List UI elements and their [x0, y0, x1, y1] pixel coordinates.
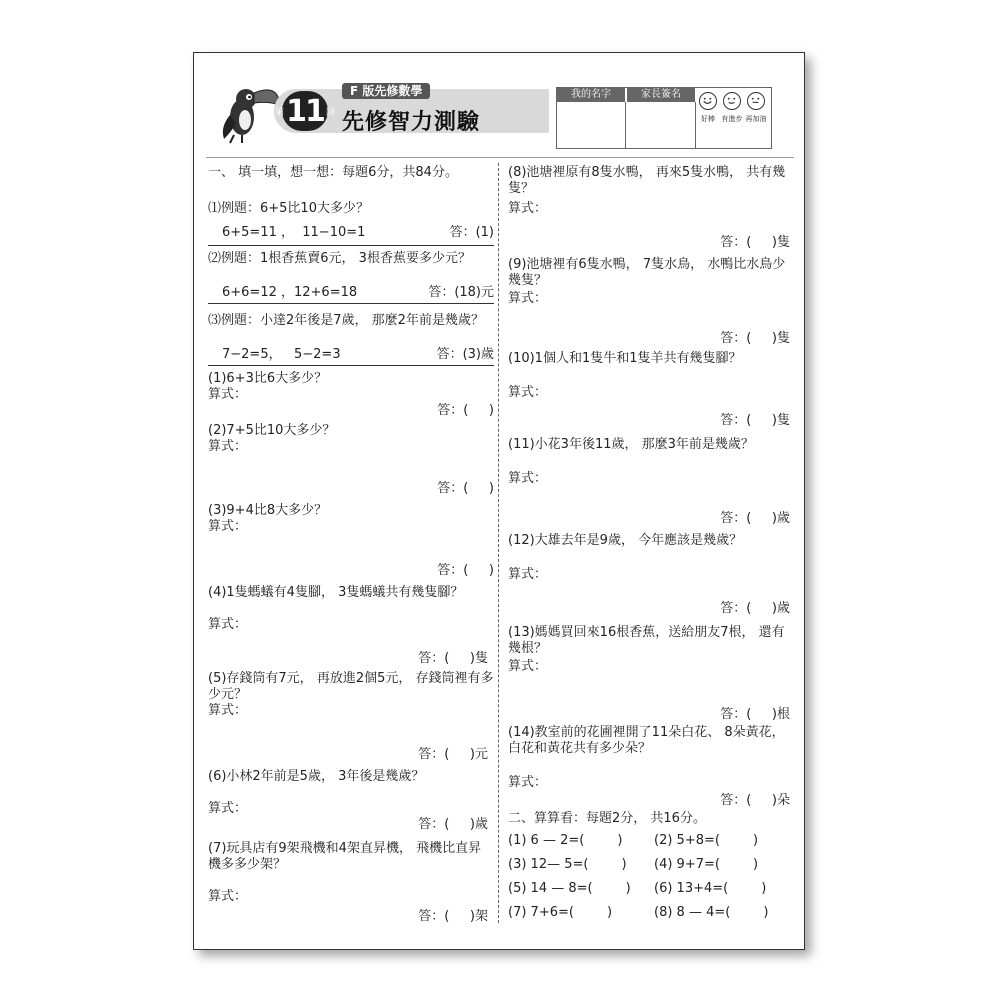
page-title: 先修智力測驗	[342, 110, 481, 135]
example-1-work: 6+5=11 ， 11−10=1	[222, 225, 366, 240]
question-3: (3)9+4比8大多少？	[208, 503, 328, 518]
calc-label: 算式：	[208, 519, 248, 534]
rating-improved-label: 有進步	[721, 115, 743, 123]
lesson-suffix: 回	[325, 107, 335, 118]
rating-try-label: 再加油	[745, 115, 767, 123]
smiley-neutral-icon[interactable]	[747, 92, 765, 110]
question-8: (8)池塘裡原有8隻水鴨， 再來5隻水鴨， 共有幾隻？	[508, 165, 786, 196]
calc-item-8[interactable]: (8) 8 — 4=( )	[654, 905, 769, 920]
answer-2[interactable]: 答：( )	[437, 481, 494, 496]
question-13: (13)媽媽買回來16根香蕉，送給朋友7根， 還有幾根？	[508, 625, 785, 656]
answer-5[interactable]: 答：( )元	[418, 747, 488, 762]
my-name-field[interactable]	[557, 102, 626, 148]
question-12: (12)大雄去年是9歲， 今年應該是幾歲？	[508, 533, 743, 548]
calc-label: 算式：	[208, 439, 248, 454]
calc-item-6[interactable]: (6) 13+4=( )	[654, 881, 767, 896]
calc-item-4[interactable]: (4) 9+7=( )	[654, 857, 759, 872]
calc-label: 算式：	[508, 201, 548, 216]
answer-8[interactable]: 答：( )隻	[720, 235, 790, 250]
question-10: (10)1個人和1隻牛和1隻羊共有幾隻腳？	[508, 351, 742, 366]
calc-item-2[interactable]: (2) 5+8=( )	[654, 833, 759, 848]
question-14: (14)教室前的花圃裡開了11朵白花、 8朵黃花， 白花和黃花共有多少朵？	[508, 725, 785, 756]
answer-14[interactable]: 答：( )朵	[720, 793, 790, 808]
question-1: (1)6+3比6大多少？	[208, 371, 328, 386]
calc-label: 算式：	[208, 889, 248, 904]
smiley-ok-icon[interactable]	[723, 92, 741, 110]
example-2-work: 6+6=12 ，12+6=18	[222, 285, 358, 300]
section2-intro: 二、算算看：每題2分， 共16分。	[508, 811, 706, 826]
example-2-answer: 答：(18)元	[428, 285, 494, 300]
question-11: (11)小花3年後11歲， 那麼3年前是幾歲？	[508, 437, 754, 452]
answer-11[interactable]: 答：( )歲	[720, 511, 790, 526]
example-rule	[208, 245, 494, 246]
rating-great-label: 好棒	[701, 115, 715, 123]
parent-sign-label: 家長簽名	[627, 88, 695, 102]
calc-label: 算式：	[208, 801, 248, 816]
example-rule	[208, 303, 494, 304]
question-6: (6)小林2年前是5歲， 3年後是幾歲？	[208, 769, 425, 784]
question-2: (2)7+5比10大多少？	[208, 423, 336, 438]
column-divider	[498, 163, 499, 923]
calc-item-5[interactable]: (5) 14 — 8=( )	[508, 881, 631, 896]
question-4: (4)1隻螞蟻有4隻腳， 3隻螞蟻共有幾隻腳？	[208, 585, 464, 600]
question-7: (7)玩具店有9架飛機和4架直昇機， 飛機比直昇機多多少架？	[208, 841, 482, 872]
calc-label: 算式：	[508, 659, 548, 674]
calc-label: 算式：	[508, 775, 548, 790]
calc-label: 算式：	[208, 387, 248, 402]
example-1-answer: 答：(1)	[449, 225, 494, 240]
question-9: (9)池塘裡有6隻水鴨， 7隻水鳥， 水鴨比水鳥少幾隻？	[508, 257, 786, 288]
smiley-happy-icon[interactable]	[699, 92, 717, 110]
calc-item-7[interactable]: (7) 7+6=( )	[508, 905, 613, 920]
calc-label: 算式：	[208, 617, 248, 632]
calc-item-1[interactable]: (1) 6 — 2=( )	[508, 833, 623, 848]
signature-box	[556, 87, 772, 149]
example-1-question: ⑴例題：6+5比10大多少？	[208, 201, 369, 216]
worksheet-page	[193, 52, 805, 950]
calc-label: 算式：	[508, 567, 548, 582]
example-rule	[208, 365, 494, 366]
my-name-label: 我的名字	[557, 88, 625, 102]
calc-label: 算式：	[508, 385, 548, 400]
answer-7[interactable]: 答：( )架	[418, 909, 488, 924]
calc-label: 算式：	[508, 291, 548, 306]
answer-3[interactable]: 答：( )	[437, 563, 494, 578]
answer-10[interactable]: 答：( )隻	[720, 413, 790, 428]
lesson-badge	[275, 91, 335, 131]
answer-9[interactable]: 答：( )隻	[720, 331, 790, 346]
toucan-icon	[212, 75, 285, 145]
answer-4[interactable]: 答：( )隻	[418, 651, 488, 666]
section1-intro: 一、 填一填，想一想：每題6分，共84分。	[208, 165, 458, 180]
example-3-answer: 答：(3)歲	[436, 347, 494, 362]
example-2-question: ⑵例題：1根香蕉賣6元， 3根香蕉要多少元？	[208, 251, 471, 266]
lesson-prefix: 第	[275, 107, 285, 118]
header-divider	[206, 157, 794, 158]
calc-label: 算式：	[508, 471, 548, 486]
answer-13[interactable]: 答：( )根	[720, 707, 790, 722]
answer-1[interactable]: 答：( )	[437, 403, 494, 418]
question-5: (5)存錢筒有7元， 再放進2個5元， 存錢筒裡有多少元？	[208, 671, 494, 702]
answer-12[interactable]: 答：( )歲	[720, 601, 790, 616]
answer-6[interactable]: 答：( )歲	[418, 817, 488, 832]
example-3-question: ⑶例題：小達2年後是7歲， 那麼2年前是幾歲？	[208, 313, 484, 328]
calc-item-3[interactable]: (3) 12— 5=( )	[508, 857, 627, 872]
lesson-number: 11	[286, 93, 324, 129]
parent-sign-field[interactable]	[626, 102, 696, 148]
calc-label: 算式：	[208, 703, 248, 718]
example-3-work: 7−2=5， 5−2=3	[222, 347, 341, 362]
subtitle-tag: F 版先修數學	[342, 83, 430, 99]
